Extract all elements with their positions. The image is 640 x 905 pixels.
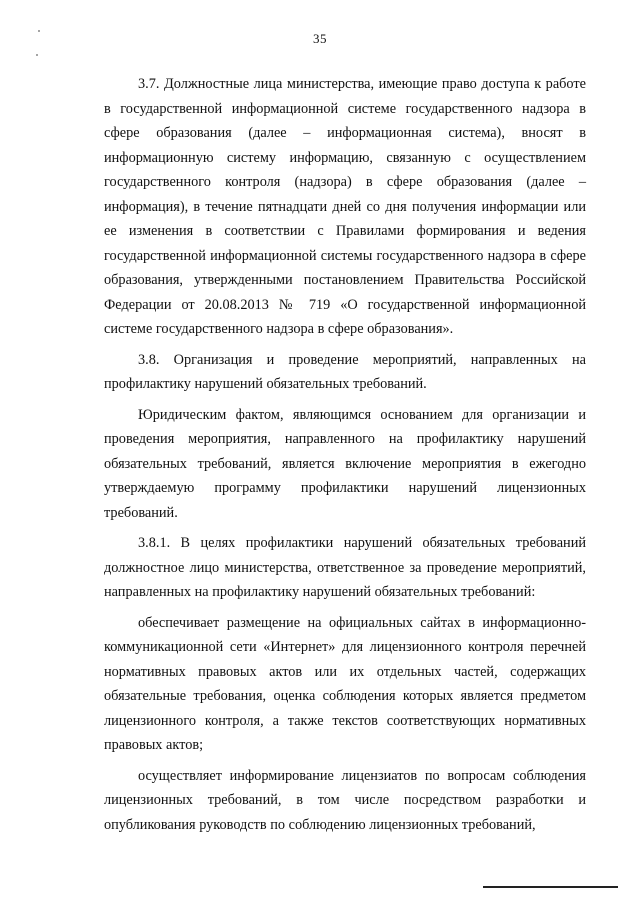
paragraph-provides-publication: обеспечивает размещение на официальных сайтах в информационно-коммуникационной сети «Интернет» для лицензионного контроля перечней нормативных правовых актов или их отдельных частей, содержащих обязательные требования, оценка соблюдения которых является предметом лицензионного контроля, а также текстов соответствующих нормативных правовых актов; — [104, 614, 586, 753]
paragraph-3-8-1: 3.8.1. В целях профилактики нарушений обязательных требований должностное лицо министерства, ответственное за проведение мероприятий, направленных на профилактику нарушений обязательных требований: — [104, 535, 586, 600]
scan-artifact — [36, 54, 38, 56]
paragraph-informs-licensees: осуществляет информирование лицензиатов по вопросам соблюдения лицензионных требований, в том числе посредством разработки и опубликования руководств по соблюдению лицензионных требований, — [104, 767, 586, 833]
paragraph-3-8: 3.8. Организация и проведение мероприятий, направленных на профилактику нарушений обязательных требований. — [104, 351, 586, 392]
paragraph-3-7: 3.7. Должностные лица министерства, имеющие право доступа к работе в государственной информационной системе государственного надзора в сфере образования (далее – информационная система), вносят в информационную систему информацию, связанную с осуществлением государственного контроля (надзора) в сфере образования (далее – информация), в течение пятнадцати дней со дня получения информации или ее изменения в соответствии с Правилами формирования и ведения государственной информационной системы государственного надзора в сфере образования, утвержденными постановлением Правительства Российской Федерации от 20.08.2013 № 719 «О государственной информационной системе государственного надзора в сфере образования». — [104, 76, 586, 337]
footnote-divider — [483, 886, 618, 888]
scan-artifact — [38, 30, 40, 32]
page-number: 35 — [313, 31, 327, 46]
paragraph-legal-fact: Юридическим фактом, являющимся основанием для организации и проведения мероприятия, направленного на профилактику нарушений обязательных требований, является включение мероприятия в ежегодно утверждаемую программу профилактики нарушений лицензионных требований. — [104, 406, 586, 521]
document-body — [104, 72, 586, 837]
